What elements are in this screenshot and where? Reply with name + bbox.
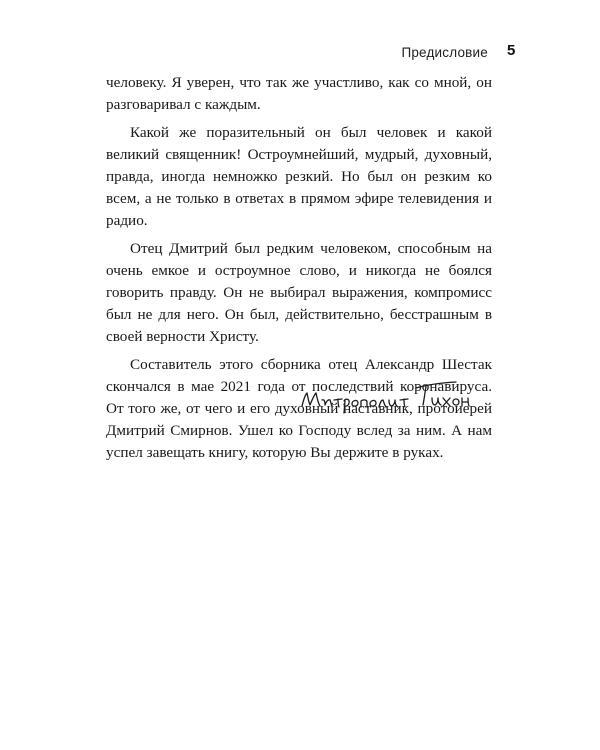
paragraph: Какой же поразительный он был человек и какой великий священник! Остроумнейший, мудрый, духовный, правда, иногда немножко резкий. Но был он резким ко всем, а не только в ответах в прямом эфире телевидения и радио. — [106, 124, 492, 229]
page-number: 5 — [507, 42, 516, 59]
paragraph-continuation: человеку. Я уверен, что так же участливо, как со мной, он разговаривал с каждым. — [106, 74, 492, 113]
paragraph: Отец Дмитрий был редким человеком, способным на очень емкое и остроумное слово, и никогда не боялся говорить правду. Он не выбирал выражения, компромисс был не для него. Он был, действительно, бесстрашным в своей верности Христу. — [106, 240, 492, 345]
running-title: Предисловие — [401, 45, 488, 60]
handwritten-signature — [298, 376, 473, 418]
paragraph: Составитель этого сборника отец Александр Шестак скончался в мае 2021 года от последствий коронавируса. От того же, от чего и его духовный наставник, протоиерей Дмитрий Смирнов. Ушел ко Господу вслед за ним. А нам успел завещать книгу, которую Вы держите в руках. — [106, 356, 492, 461]
running-header — [0, 40, 600, 64]
